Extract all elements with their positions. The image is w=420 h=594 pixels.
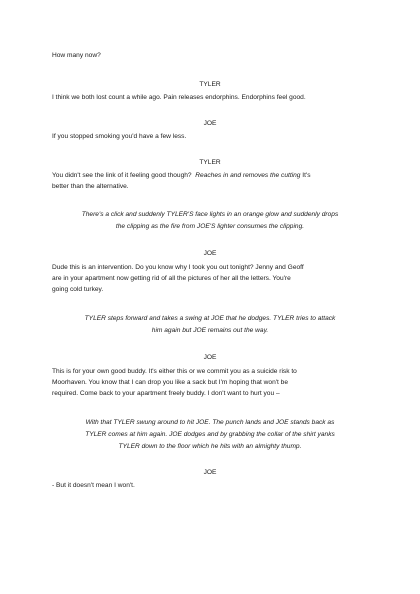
character-name: TYLER [199, 159, 221, 166]
action-block [60, 313, 360, 337]
dialogue-line: are in your apartment now getting rid of all the pictures of her all the letters. You're [52, 275, 291, 282]
action-line: There's a click and suddenly TYLER'S face lights in an orange glow and suddenly drops [81, 211, 339, 218]
dialogue-line: If you stopped smoking you'd have a few less. [52, 133, 187, 140]
dialogue-block [52, 262, 382, 295]
character-name: JOE [203, 354, 217, 361]
dialogue-line: You didn't see the link of it feeling good though? [52, 172, 192, 179]
action-line: With that TYLER swung around to hit JOE. The punch lands and JOE stands back as [85, 419, 335, 426]
action-line: him again but JOE remains out the way. [151, 327, 269, 334]
dialogue-line: I think we both lost count a while ago. Pain releases endorphins. Endorphins feel good. [52, 94, 306, 101]
character-name: TYLER [199, 81, 221, 88]
dialogue-block [52, 480, 382, 491]
dialogue-line: better than the alternative. [52, 183, 129, 190]
dialogue-line: Moorhaven. You know that I can drop you like a sack but I'm hoping that won't be [52, 379, 289, 386]
dialogue-line: - But it doesn't mean I won't. [52, 482, 135, 489]
dialogue-line: Dude this is an intervention. Do you know why I took you out tonight? Jenny and Geoff [52, 264, 304, 271]
dialogue-line: required. Come back to your apartment freely buddy. I don't want to hurt you – [52, 390, 280, 397]
action-line: the clipping as the fire from JOE'S lighter consumes the clipping. [115, 223, 305, 230]
action-line: TYLER down to the floor which he hits with an almighty thump. [118, 443, 302, 450]
action-block [60, 417, 360, 453]
dialogue-block [52, 92, 382, 103]
character-name: JOE [203, 120, 217, 127]
inline-direction: Reaches in and removes the cutting [195, 172, 301, 179]
dialogue-block [52, 131, 382, 142]
dialogue-line: going cold turkey. [52, 286, 104, 293]
action-block [60, 209, 360, 233]
action-line: TYLER steps forward and takes a swing at JOE that he dodges. TYLER tries to attack [84, 315, 336, 322]
dialogue-block [52, 170, 382, 192]
dialogue-block [52, 366, 382, 399]
dialogue-continuation: It's [300, 172, 311, 179]
dialogue-line: How many now? [52, 52, 101, 59]
action-line: TYLER comes at him again. JOE dodges and by grabbing the collar of the shirt yanks [85, 431, 335, 438]
character-name: JOE [203, 250, 217, 257]
dialogue-line: This is for your own good buddy. It's either this or we commit you as a suicide risk to [52, 368, 297, 375]
character-name: JOE [203, 469, 217, 476]
